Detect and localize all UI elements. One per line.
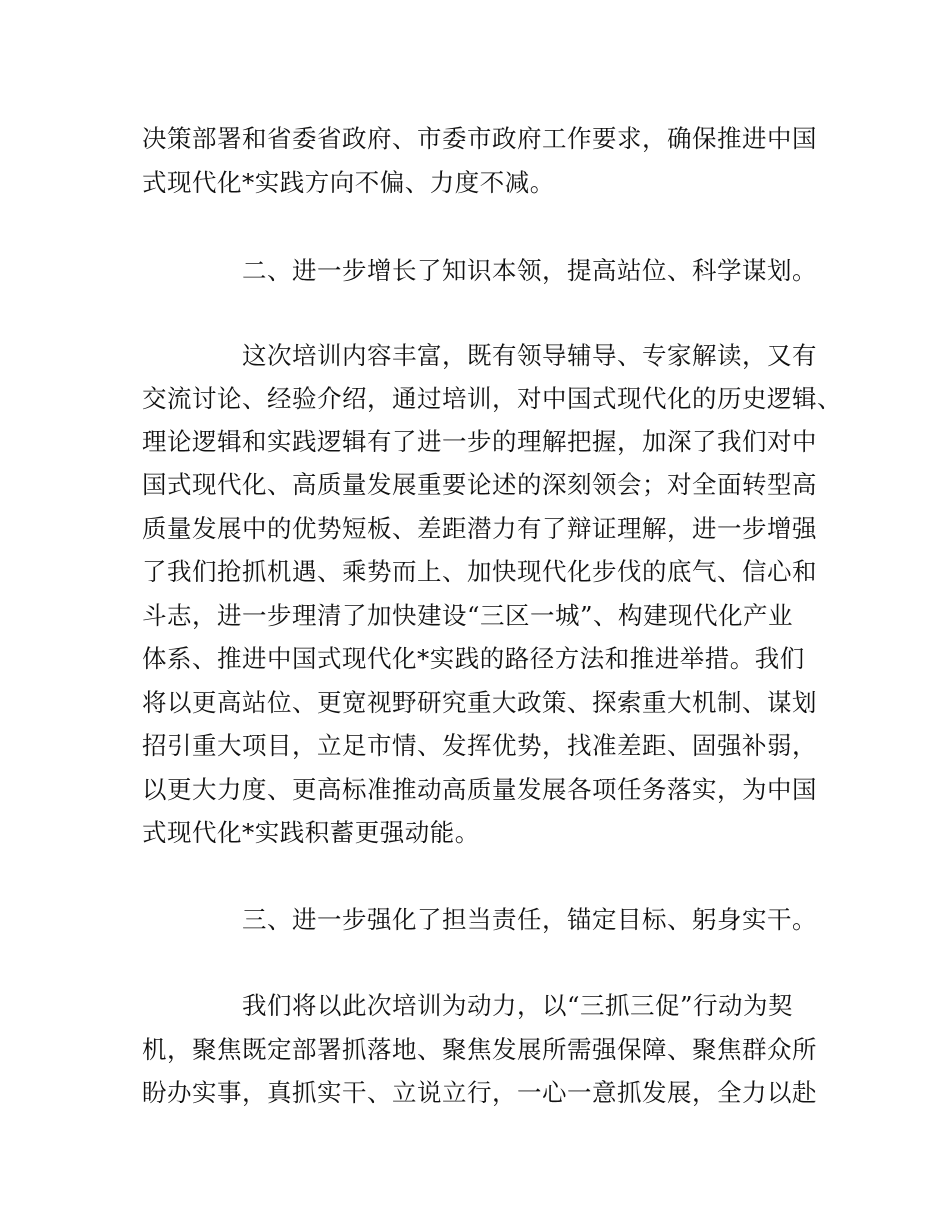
- paragraph-2-line-11: 以更大力度、更高标准推动高质量发展各项任务落实，为中国: [142, 775, 817, 804]
- paragraph-1-line-2: 式现代化*实践方向不偏、力度不减。: [142, 168, 555, 197]
- paragraph-3-line-3: 盼办实事，真抓实干、立说立行，一心一意抓发展，全力以赴: [142, 1078, 817, 1107]
- paragraph-2-line-2: 交流讨论、经验介绍，通过培训，对中国式现代化的历史逻辑、: [142, 384, 842, 413]
- paragraph-2-line-8: 体系、推进中国式现代化*实践的路径方法和推进举措。我们: [142, 644, 805, 673]
- paragraph-1-line-1: 决策部署和省委省政府、市委市政府工作要求，确保推进中国: [142, 124, 817, 153]
- section-heading-2: 二、进一步增长了知识本领，提高站位、科学谋划。: [242, 256, 817, 285]
- paragraph-3-line-1: 我们将以此次培训为动力，以“三抓三促”行动为契: [242, 991, 794, 1020]
- paragraph-2-line-3: 理论逻辑和实践逻辑有了进一步的理解把握，加深了我们对中: [142, 427, 817, 456]
- paragraph-2-line-1: 这次培训内容丰富，既有领导辅导、专家解读，又有: [242, 341, 817, 370]
- paragraph-2-line-9: 将以更高站位、更宽视野研究重大政策、探索重大机制、谋划: [142, 688, 817, 717]
- paragraph-2-line-7: 斗志，进一步理清了加快建设“三区一城”、构建现代化产业: [142, 601, 794, 630]
- paragraph-2-line-4: 国式现代化、高质量发展重要论述的深刻领会；对全面转型高: [142, 470, 817, 499]
- paragraph-2-line-12: 式现代化*实践积蓄更强动能。: [142, 818, 480, 847]
- paragraph-3-line-2: 机，聚焦既定部署抓落地、聚焦发展所需强保障、聚焦群众所: [142, 1035, 817, 1064]
- paragraph-2-line-10: 招引重大项目，立足市情、发挥优势，找准差距、固强补弱，: [142, 731, 817, 760]
- paragraph-2-line-6: 了我们抢抓机遇、乘势而上、加快现代化步伐的底气、信心和: [142, 557, 817, 586]
- section-heading-3: 三、进一步强化了担当责任，锚定目标、躬身实干。: [242, 905, 817, 934]
- paragraph-2-line-5: 质量发展中的优势短板、差距潜力有了辩证理解，进一步增强: [142, 514, 817, 543]
